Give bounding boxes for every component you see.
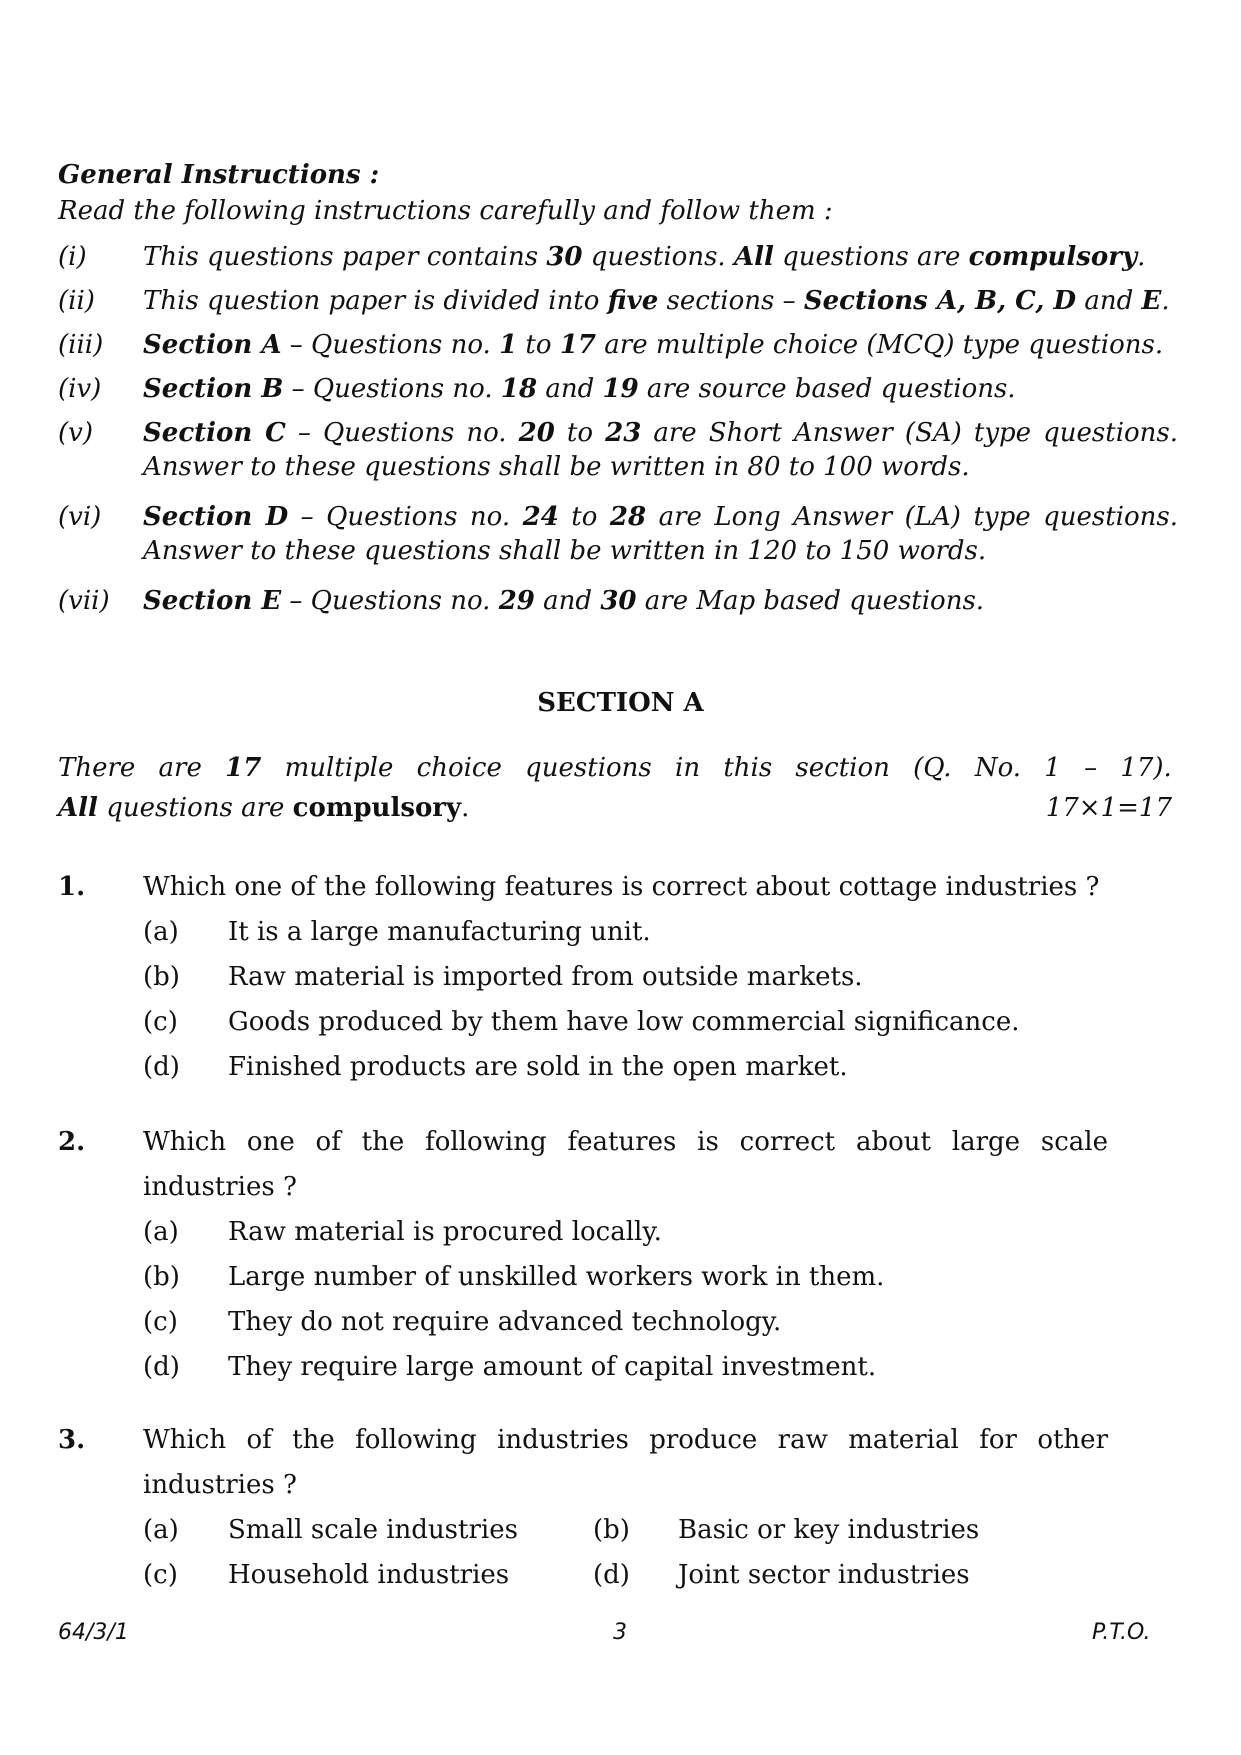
instruction-text-run: to xyxy=(554,418,606,448)
option-text: Goods produced by them have low commercial significance. xyxy=(228,1007,1020,1037)
option-text: Small scale industries xyxy=(228,1515,518,1545)
instruction-number: (iv) xyxy=(58,374,102,404)
instruction-text-run: and xyxy=(534,586,601,616)
instruction-item xyxy=(58,500,1178,568)
intro-word: in xyxy=(675,753,701,783)
footer-paper-code: 64/3/1 xyxy=(58,1620,129,1645)
section-a-marks: 17×1=17 xyxy=(1045,793,1172,823)
instruction-text-run: 18 xyxy=(500,374,538,404)
option-d xyxy=(143,1045,1108,1090)
instruction-text-run: Sections A, B, C, D xyxy=(803,286,1077,316)
instruction-number: (vi) xyxy=(58,502,102,532)
intro-word: section xyxy=(795,753,890,783)
instruction-text-run: five xyxy=(607,286,659,316)
intro-word: (Q. xyxy=(913,753,952,783)
instruction-number: (v) xyxy=(58,418,93,448)
instruction-text-run: . xyxy=(1161,286,1170,316)
section-a-intro-line1 xyxy=(58,748,1172,788)
instruction-text-run: 30 xyxy=(546,242,583,272)
question-text: Which of the following industries produce raw material for other industries ? xyxy=(143,1425,1108,1500)
intro-word: 17). xyxy=(1120,753,1172,783)
instruction-text-run: are Map based questions. xyxy=(636,586,985,616)
option-label: (a) xyxy=(143,1515,179,1545)
instruction-text-run: 19 xyxy=(602,374,639,404)
question-text: Which one of the following features is correct about cottage industries ? xyxy=(143,872,1100,902)
option-a xyxy=(143,1210,1108,1255)
option-label: (b) xyxy=(143,962,180,992)
instruction-text-run: Section B xyxy=(143,374,284,404)
instruction-item xyxy=(58,240,1178,274)
instruction-text xyxy=(143,584,1178,618)
instruction-item xyxy=(58,328,1178,362)
instruction-text-run: 1 xyxy=(499,330,518,360)
option-text: It is a large manufacturing unit. xyxy=(228,917,651,947)
option-label: (c) xyxy=(143,1007,178,1037)
option-text: Household industries xyxy=(228,1560,510,1590)
option-text: Joint sector industries xyxy=(678,1560,970,1590)
intro-word: 17 xyxy=(225,753,262,783)
instruction-number: (iii) xyxy=(58,330,104,360)
instruction-text xyxy=(143,500,1178,568)
footer-pto: P.T.O. xyxy=(1092,1620,1151,1645)
intro-word: 1 xyxy=(1044,753,1061,783)
option-c xyxy=(143,1000,1108,1045)
instruction-text-run: 30 xyxy=(600,586,637,616)
instruction-text-run: Section D xyxy=(143,502,289,532)
instruction-number: (i) xyxy=(58,242,87,272)
instruction-text-run: questions. xyxy=(582,242,734,272)
instruction-text-run: Section C xyxy=(143,418,286,448)
instruction-text-run: 24 xyxy=(522,502,559,532)
option-label: (a) xyxy=(143,1217,179,1247)
instruction-text-run: compulsory xyxy=(968,242,1138,272)
instruction-text-run: and xyxy=(1076,286,1142,316)
instruction-text-run: – Questions no. xyxy=(285,418,519,448)
instruction-text xyxy=(143,328,1178,362)
option-label: (c) xyxy=(143,1307,178,1337)
section-a-heading: SECTION A xyxy=(537,688,704,718)
intro-word: – xyxy=(1084,753,1098,783)
instruction-text-run: – Questions no. xyxy=(283,374,501,404)
instruction-item xyxy=(58,584,1178,618)
instruction-text-run: Section E xyxy=(143,586,282,616)
option-text: Large number of unskilled workers work in them. xyxy=(228,1262,885,1292)
option-label: (d) xyxy=(593,1560,630,1590)
option-row-ab xyxy=(143,1508,1108,1553)
instruction-text-run: This question paper is divided into xyxy=(143,286,608,316)
option-text: Raw material is procured locally. xyxy=(228,1217,662,1247)
option-row-cd xyxy=(143,1553,1108,1598)
instruction-text-run: – Questions no. xyxy=(288,502,523,532)
option-label: (a) xyxy=(143,917,179,947)
instruction-number: (ii) xyxy=(58,286,95,316)
general-instructions-title: General Instructions : xyxy=(58,160,380,190)
instruction-text-run: are Long Answer (LA) type questions. Answer to these questions shall be written in 120 to 150 words. xyxy=(143,502,1178,566)
option-label: (b) xyxy=(143,1262,180,1292)
option-b xyxy=(143,1255,1108,1300)
instruction-number: (vii) xyxy=(58,586,110,616)
instruction-item xyxy=(58,284,1178,318)
intro-word: questions xyxy=(525,753,652,783)
instruction-text-run: to xyxy=(517,330,560,360)
instruction-text-run: 23 xyxy=(605,418,642,448)
question-number: 3. xyxy=(58,1425,86,1455)
instruction-text-run: 20 xyxy=(518,418,555,448)
instruction-text-run: are Short Answer (SA) type questions. Answer to these questions shall be written in 80 to 100 words. xyxy=(143,418,1179,482)
option-text: Raw material is imported from outside markets. xyxy=(228,962,863,992)
instruction-text xyxy=(143,240,1178,274)
instruction-text-run: 17 xyxy=(559,330,596,360)
question-2 xyxy=(58,1120,1108,1390)
instruction-text-run: – Questions no. xyxy=(281,330,500,360)
question-3 xyxy=(58,1418,1108,1598)
intro-word: are xyxy=(158,753,202,783)
option-text: Basic or key industries xyxy=(678,1515,980,1545)
option-label: (c) xyxy=(143,1560,178,1590)
option-d xyxy=(143,1345,1108,1390)
instruction-text-run: to xyxy=(558,502,610,532)
instruction-text-run: are source based questions. xyxy=(638,374,1016,404)
question-number: 2. xyxy=(58,1127,86,1157)
question-number: 1. xyxy=(58,872,86,902)
instruction-text-run: . xyxy=(1137,242,1146,272)
section-a-intro xyxy=(58,748,1172,828)
intro-word: No. xyxy=(974,753,1022,783)
instruction-text xyxy=(143,416,1178,484)
general-instructions-intro: Read the following instructions carefully and follow them : xyxy=(58,196,833,226)
instruction-item xyxy=(58,372,1178,406)
instruction-text-run: 28 xyxy=(609,502,647,532)
intro-word: this xyxy=(723,753,773,783)
option-label: (b) xyxy=(593,1515,630,1545)
instruction-text-run: E xyxy=(1141,286,1162,316)
instruction-item xyxy=(58,416,1178,484)
section-a-compulsory-note: All questions are compulsory. xyxy=(58,793,470,823)
option-text: Finished products are sold in the open market. xyxy=(228,1052,848,1082)
footer-page-number: 3 xyxy=(613,1620,627,1645)
question-1 xyxy=(58,865,1108,1090)
option-b xyxy=(143,955,1108,1000)
question-text: Which one of the following features is correct about large scale industries ? xyxy=(143,1127,1108,1202)
option-label: (d) xyxy=(143,1352,180,1382)
option-text: They require large amount of capital investment. xyxy=(228,1352,877,1382)
instruction-text-run: – Questions no. xyxy=(281,586,499,616)
instruction-text xyxy=(143,372,1178,406)
instruction-text-run: questions are xyxy=(773,242,969,272)
intro-word: choice xyxy=(416,753,502,783)
intro-word: multiple xyxy=(284,753,394,783)
instruction-text-run: Section A xyxy=(143,330,282,360)
instruction-text-run: 29 xyxy=(498,586,535,616)
instruction-text-run: sections – xyxy=(658,286,804,316)
option-a xyxy=(143,910,1108,955)
instruction-text-run: are multiple choice (MCQ) type questions. xyxy=(596,330,1164,360)
option-c xyxy=(143,1300,1108,1345)
option-label: (d) xyxy=(143,1052,180,1082)
option-text: They do not require advanced technology. xyxy=(228,1307,782,1337)
intro-word: There xyxy=(58,753,136,783)
instruction-text-run: and xyxy=(537,374,603,404)
section-a-intro-line2 xyxy=(58,788,1172,828)
instruction-text-run: This questions paper contains xyxy=(143,242,547,272)
instruction-text xyxy=(143,284,1178,318)
instruction-text-run: All xyxy=(733,242,774,272)
